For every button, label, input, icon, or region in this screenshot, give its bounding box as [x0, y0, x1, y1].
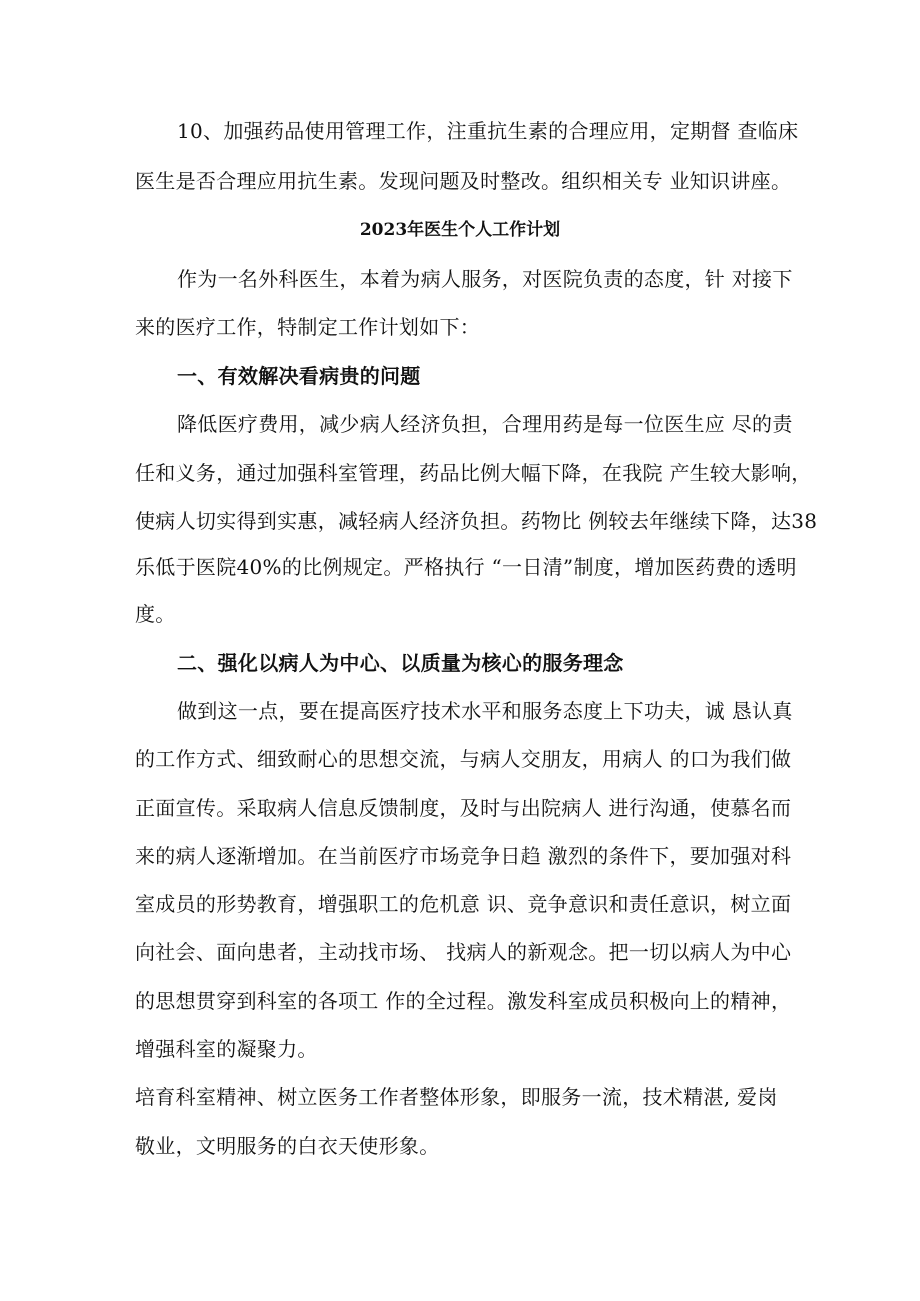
section-1-line-5: 度。	[135, 602, 176, 626]
section-2-line-2: 的工作方式、细致耐心的思想交流，与病人交朋友，用病人 的口为我们做	[135, 747, 792, 771]
section-2-line-3: 正面宣传。采取病人信息反馈制度，及时与出院病人 进行沟通，使慕名而	[135, 796, 792, 820]
section-1-line-3: 使病人切实得到实惠，减轻病人经济负担。药物比 例较去年继续下降，达38	[135, 509, 818, 533]
section-2-line-1: 做到这一点，要在提高医疗技术水平和服务态度上下功夫，诚 恳认真	[177, 699, 793, 723]
section-2-line-7: 的思想贯穿到科室的各项工 作的全过程。激发科室成员积极向上的精神，	[135, 989, 792, 1013]
section-1-line-1: 降低医疗费用，减少病人经济负担，合理用药是每一位医生应 尽的责	[177, 412, 793, 436]
closing-line-1: 培育科室精神、树立医务工作者整体形象，即服务一流，技术精湛, 爱岗	[135, 1085, 778, 1109]
section-2-line-5: 室成员的形势教育，增强职工的危机意 识、竞争意识和责任意识，树立面	[135, 892, 792, 916]
section-2-line-4: 来的病人逐渐增加。在当前医疗市场竞争日趋 激烈的条件下，要加强对科	[135, 844, 792, 868]
section-2-line-6: 向社会、面向患者，主动找市场、 找病人的新观念。把一切以病人为中心	[135, 940, 792, 964]
section-2-heading: 二、强化以病人为中心、以质量为核心的服务理念	[177, 651, 624, 675]
document-title: 2023年医生个人工作计划	[359, 220, 561, 240]
intro-line-1: 作为一名外科医生，本着为病人服务，对医院负责的态度，针 对接下	[177, 267, 793, 291]
closing-line-2: 敬业，文明服务的白衣天使形象。	[135, 1134, 440, 1158]
section-2-line-8: 增强科室的凝聚力。	[135, 1037, 318, 1061]
paragraph-10-line-1: 10、加强药品使用管理工作，注重抗生素的合理应用，定期督 查临床	[177, 119, 799, 143]
intro-line-2: 来的医疗工作，特制定工作计划如下：	[135, 315, 481, 339]
paragraph-10-line-2: 医生是否合理应用抗生素。发现问题及时整改。组织相关专 业知识讲座。	[135, 169, 792, 193]
section-1-line-2: 任和义务，通过加强科室管理，药品比例大幅下降，在我院 产生较大影响，	[135, 461, 812, 485]
section-1-line-4: 乐低于医院40%的比例规定。严格执行 “一日清”制度，增加医药费的透明	[135, 555, 797, 579]
section-1-heading: 一、有效解决看病贵的问题	[177, 364, 421, 388]
